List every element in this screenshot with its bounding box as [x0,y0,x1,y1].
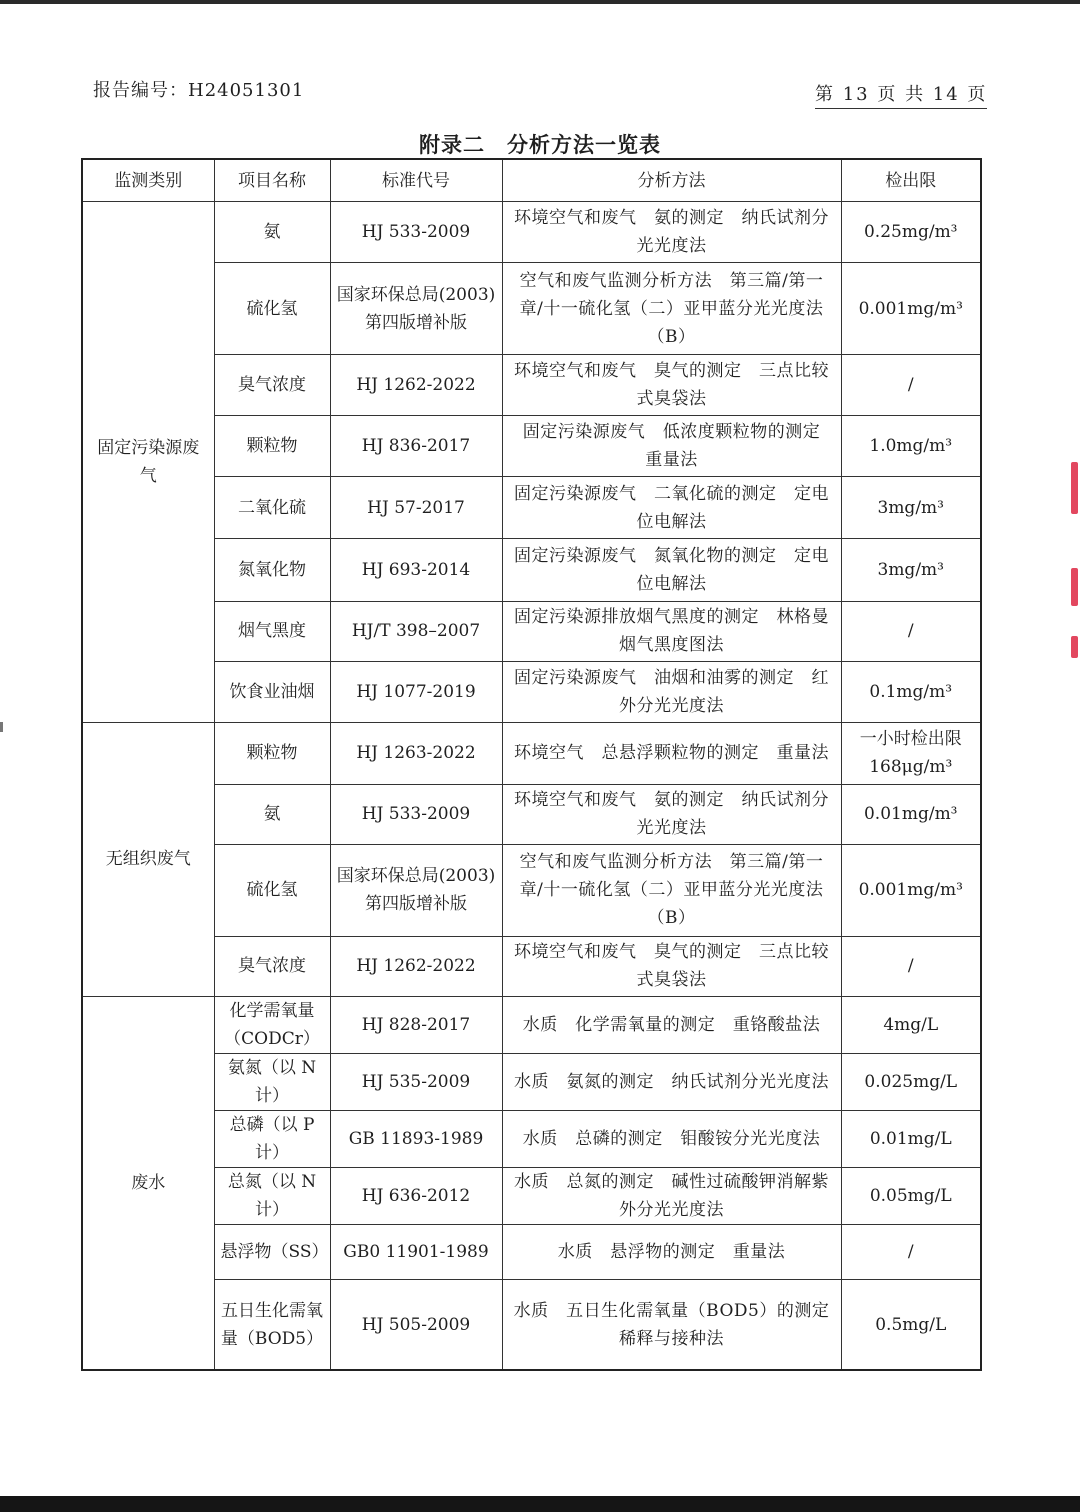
method-cell: 水质 氨氮的测定 纳氏试剂分光光度法 [502,1054,841,1111]
limit-cell: 0.5mg/L [841,1280,981,1370]
table-row [82,355,981,416]
limit-cell: / [841,936,981,996]
seal-fragment-middle [1071,568,1078,606]
method-cell: 水质 化学需氧量的测定 重铬酸盐法 [502,996,841,1053]
item-cell: 氨 [214,784,330,844]
table-row [82,661,981,722]
method-cell: 环境空气 总悬浮颗粒物的测定 重量法 [502,722,841,784]
method-cell: 环境空气和废气 氨的测定 纳氏试剂分光光度法 [502,202,841,263]
analysis-methods-table [81,158,982,1371]
table-row [82,539,981,601]
table-row [82,1280,981,1370]
method-cell: 环境空气和废气 臭气的测定 三点比较式臭袋法 [502,936,841,996]
limit-cell: 3mg/m³ [841,477,981,539]
table-row [82,722,981,784]
table-row [82,936,981,996]
table-row [82,996,981,1053]
limit-cell: / [841,601,981,661]
limit-cell: 0.01mg/m³ [841,784,981,844]
item-cell: 二氧化硫 [214,477,330,539]
standard-cell: HJ 535-2009 [330,1054,502,1111]
limit-cell: 0.1mg/m³ [841,661,981,722]
standard-cell: HJ 1262-2022 [330,355,502,416]
report-number [93,76,304,102]
limit-cell: 一小时检出限168μg/m³ [841,722,981,784]
standard-cell: 国家环保总局(2003)第四版增补版 [330,844,502,936]
col-header-limit: 检出限 [841,159,981,202]
method-cell: 固定污染源废气 低浓度颗粒物的测定 重量法 [502,416,841,477]
scan-top-edge [0,0,1080,4]
table-row [82,477,981,539]
category-cell: 无组织废气 [82,722,214,996]
standard-cell: 国家环保总局(2003)第四版增补版 [330,263,502,355]
scan-edge-mark [0,722,3,732]
limit-cell: 0.01mg/L [841,1111,981,1168]
col-header-method: 分析方法 [502,159,841,202]
item-cell: 五日生化需氧量（BOD5） [214,1280,330,1370]
item-cell: 悬浮物（SS） [214,1225,330,1280]
item-cell: 总氮（以 N 计） [214,1168,330,1225]
standard-cell: GB0 11901-1989 [330,1225,502,1280]
item-cell: 烟气黑度 [214,601,330,661]
limit-cell: 0.05mg/L [841,1168,981,1225]
category-cell: 废水 [82,996,214,1370]
standard-cell: HJ 1262-2022 [330,936,502,996]
standard-cell: HJ 57-2017 [330,477,502,539]
item-cell: 氨 [214,202,330,263]
method-cell: 水质 总氮的测定 碱性过硫酸钾消解紫外分光光度法 [502,1168,841,1225]
col-header-category: 监测类别 [82,159,214,202]
standard-cell: HJ 636-2012 [330,1168,502,1225]
category-cell: 固定污染源废气 [82,202,214,723]
method-cell: 水质 悬浮物的测定 重量法 [502,1225,841,1280]
method-cell: 固定污染源废气 氮氧化物的测定 定电位电解法 [502,539,841,601]
col-header-item: 项目名称 [214,159,330,202]
limit-cell: 3mg/m³ [841,539,981,601]
table-row [82,1168,981,1225]
scan-bottom-edge [0,1496,1080,1512]
limit-cell: 0.025mg/L [841,1054,981,1111]
report-number-label: 报告编号： [93,80,188,101]
limit-cell: 0.25mg/m³ [841,202,981,263]
table-row [82,1054,981,1111]
seal-fragment-lower [1071,636,1078,658]
standard-cell: HJ 836-2017 [330,416,502,477]
seal-fragment-upper [1071,462,1078,514]
standard-cell: HJ/T 398–2007 [330,601,502,661]
method-cell: 固定污染源排放烟气黑度的测定 林格曼烟气黑度图法 [502,601,841,661]
standard-cell: HJ 828-2017 [330,996,502,1053]
method-cell: 空气和废气监测分析方法 第三篇/第一章/十一硫化氢（二）亚甲蓝分光光度法（B） [502,844,841,936]
col-header-standard: 标准代号 [330,159,502,202]
table-row [82,202,981,263]
table-header-row [82,159,981,202]
page-title: 附录二 分析方法一览表 [419,132,661,157]
method-cell: 水质 总磷的测定 钼酸铵分光光度法 [502,1111,841,1168]
table-row [82,416,981,477]
item-cell: 臭气浓度 [214,936,330,996]
method-cell: 水质 五日生化需氧量（BOD5）的测定 稀释与接种法 [502,1280,841,1370]
report-number-value: H24051301 [188,80,305,101]
method-cell: 固定污染源废气 二氧化硫的测定 定电位电解法 [502,477,841,539]
method-cell: 固定污染源废气 油烟和油雾的测定 红外分光光度法 [502,661,841,722]
page-indicator: 第 13 页 共 14 页 [815,80,987,109]
standard-cell: HJ 533-2009 [330,784,502,844]
item-cell: 颗粒物 [214,416,330,477]
method-cell: 空气和废气监测分析方法 第三篇/第一章/十一硫化氢（二）亚甲蓝分光光度法（B） [502,263,841,355]
table-row [82,844,981,936]
table-row [82,601,981,661]
item-cell: 饮食业油烟 [214,661,330,722]
method-cell: 环境空气和废气 臭气的测定 三点比较式臭袋法 [502,355,841,416]
item-cell: 氮氧化物 [214,539,330,601]
item-cell: 颗粒物 [214,722,330,784]
standard-cell: HJ 1263-2022 [330,722,502,784]
item-cell: 硫化氢 [214,844,330,936]
method-cell: 环境空气和废气 氨的测定 纳氏试剂分光光度法 [502,784,841,844]
limit-cell: / [841,1225,981,1280]
item-cell: 氨氮（以 N 计） [214,1054,330,1111]
standard-cell: HJ 533-2009 [330,202,502,263]
limit-cell: 1.0mg/m³ [841,416,981,477]
table-row [82,263,981,355]
standard-cell: HJ 1077-2019 [330,661,502,722]
item-cell: 总磷（以 P 计） [214,1111,330,1168]
standard-cell: HJ 693-2014 [330,539,502,601]
item-cell: 化学需氧量（CODCr） [214,996,330,1053]
table-row [82,1111,981,1168]
limit-cell: / [841,355,981,416]
table-row [82,1225,981,1280]
item-cell: 硫化氢 [214,263,330,355]
limit-cell: 0.001mg/m³ [841,263,981,355]
limit-cell: 4mg/L [841,996,981,1053]
table-row [82,784,981,844]
standard-cell: GB 11893-1989 [330,1111,502,1168]
item-cell: 臭气浓度 [214,355,330,416]
limit-cell: 0.001mg/m³ [841,844,981,936]
standard-cell: HJ 505-2009 [330,1280,502,1370]
